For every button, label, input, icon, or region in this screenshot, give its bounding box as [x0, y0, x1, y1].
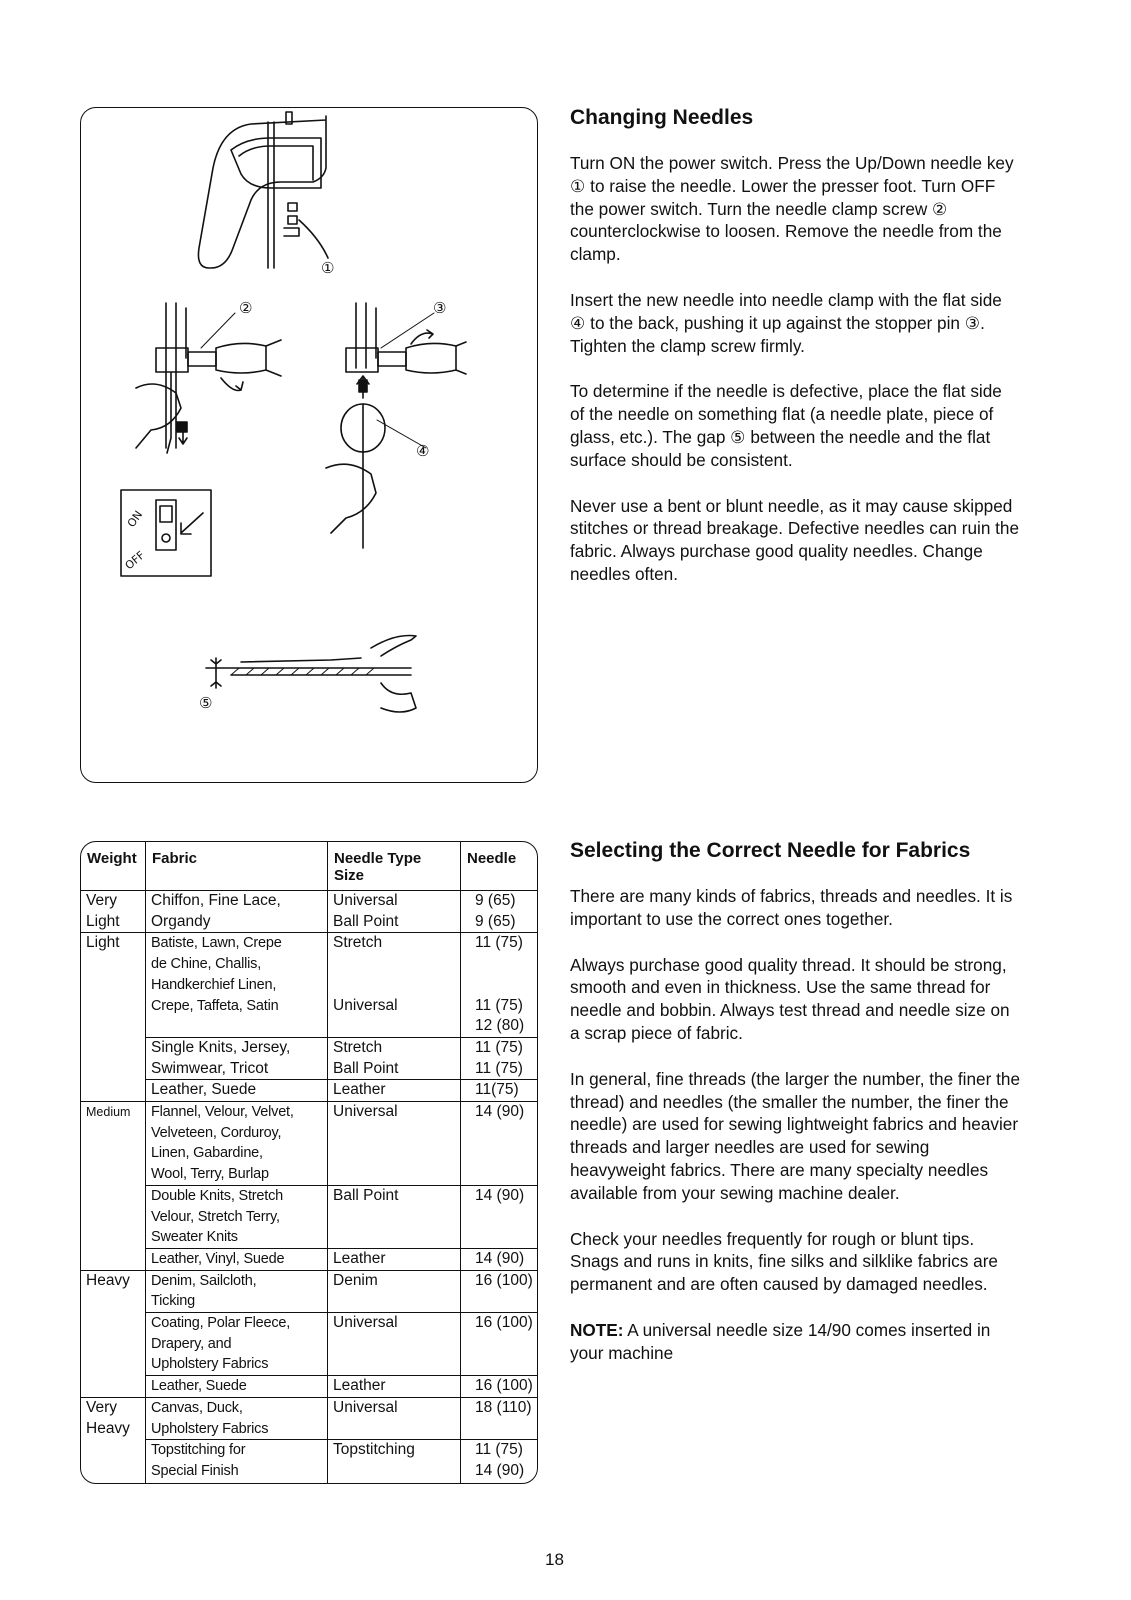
table-row: [81, 891, 537, 912]
cell-needle-size: [461, 1207, 538, 1228]
cell-needle-type: [328, 1123, 461, 1144]
cell-needle-type: [328, 1334, 461, 1355]
table-row: [81, 1016, 537, 1037]
cell-needle-type: [328, 1354, 461, 1375]
cell-weight: [81, 1080, 146, 1102]
table-row: [81, 1354, 537, 1375]
table-row: [81, 1164, 537, 1185]
table-row: [81, 1185, 537, 1206]
cell-weight: Light: [81, 912, 146, 933]
cell-needle-size: 16 (100): [475, 1314, 533, 1332]
table-row: [81, 912, 537, 933]
cell-needle-type: [328, 1419, 461, 1440]
cell-needle-type: Leather: [328, 1376, 461, 1398]
cell-fabric: Flannel, Velour, Velvet,: [146, 1102, 328, 1123]
switch-on-label: ON: [124, 508, 146, 530]
table-row: [81, 1461, 537, 1484]
table-row: [81, 1207, 537, 1228]
cell-needle-size: [461, 1227, 538, 1248]
cell-needle-type: Universal: [328, 1102, 461, 1123]
cell-needle-size: 11 (75): [475, 1038, 523, 1056]
changing-needles-paragraph-2: Insert the new needle into needle clamp with the flat side ④ to the back, pushing it up against the stopper pin ③. Tighten the clamp screw firmly.: [570, 289, 1002, 356]
selecting-needle-title: Selecting the Correct Needle for Fabrics: [570, 839, 971, 862]
cell-needle-size: [461, 1419, 538, 1440]
table-row: [81, 1037, 537, 1058]
cell-needle-size: 9 (65): [475, 892, 516, 909]
table-row: [81, 1376, 537, 1398]
cell-weight: [81, 1059, 146, 1080]
cell-fabric: Drapery, and: [146, 1334, 328, 1355]
changing-needles-paragraph-4: Never use a bent or blunt needle, as it may cause skipped stitches or thread breakage. Defective needles can ruin the fabric. Always purchase good quality needles. Change needles often.: [570, 495, 1020, 584]
table-row: [81, 933, 537, 954]
cell-fabric: Upholstery Fabrics: [146, 1354, 328, 1375]
cell-weight: [81, 1313, 146, 1334]
table-row: [81, 1419, 537, 1440]
cell-fabric: de Chine, Challis,: [146, 954, 328, 975]
needle-change-illustration: [81, 108, 539, 784]
cell-weight: [81, 954, 146, 975]
callout-4: ④: [416, 442, 430, 460]
selecting-needle-paragraph-4: Check your needles frequently for rough or blunt tips. Snags and runs in knits, fine silks and silklike fabrics are permanent and are often caused by damaged needles.: [570, 1228, 998, 1295]
cell-needle-size: 11 (75): [475, 1441, 523, 1459]
table-row: [81, 1059, 537, 1080]
cell-needle-size: [461, 1143, 538, 1164]
cell-fabric: Handkerchief Linen,: [146, 975, 328, 996]
header-size-text: Size: [334, 867, 365, 884]
selecting-needle-paragraph-3: In general, fine threads (the larger the number, the finer the thread) and needles (the smaller the number, the finer the needle) are used for sewing lightweight fabrics and heavier threads and larger needles are used for sewing heavyweight fabrics. There are many specialty needles available from your sewing machine dealer.: [570, 1068, 1021, 1203]
cell-needle-type: Universal: [328, 996, 461, 1017]
cell-weight: [81, 1207, 146, 1228]
cell-fabric: Coating, Polar Fleece,: [146, 1313, 328, 1334]
table-row: [81, 1080, 537, 1102]
cell-needle-size: 14 (90): [475, 1186, 525, 1204]
cell-needle-size: [461, 1354, 538, 1375]
cell-needle-type: [328, 1143, 461, 1164]
cell-fabric: Single Knits, Jersey,: [146, 1037, 328, 1058]
table-row: [81, 1291, 537, 1312]
cell-needle-type: Topstitching: [328, 1440, 461, 1461]
cell-fabric: Wool, Terry, Burlap: [146, 1164, 328, 1185]
table-row: [81, 954, 537, 975]
cell-needle-size: 11(75): [461, 1080, 538, 1102]
changing-needles-paragraph-1: Turn ON the power switch. Press the Up/Down needle key ① to raise the needle. Lower the presser foot. Turn OFF the power switch. Turn the needle clamp screw ② counterclockwise to loosen. Remove the needle from the clamp.: [570, 153, 1014, 265]
cell-needle-size: 9 (65): [461, 912, 538, 933]
cell-needle-type: Ball Point: [328, 912, 461, 933]
cell-weight: [81, 1376, 146, 1398]
cell-fabric: Velveteen, Corduroy,: [146, 1123, 328, 1144]
cell-fabric: Canvas, Duck,: [146, 1397, 328, 1418]
header-needle: Needle: [461, 842, 538, 891]
selecting-needle-paragraph-2: Always purchase good quality thread. It should be strong, smooth and even in thickness. Use the same thread for needle and bobbin. Always test thread and needle size on a scrap piece of fabric.: [570, 954, 1010, 1043]
cell-needle-type: Stretch: [328, 1037, 461, 1058]
cell-weight: Medium: [81, 1102, 146, 1123]
cell-weight: [81, 1291, 146, 1312]
note-label: NOTE:: [570, 1319, 624, 1340]
cell-needle-type: Leather: [328, 1248, 461, 1270]
cell-needle-type: [328, 1227, 461, 1248]
cell-fabric: Leather, Suede: [146, 1376, 328, 1398]
cell-fabric: Special Finish: [146, 1461, 328, 1484]
cell-needle-type: [328, 1016, 461, 1037]
cell-needle-size: [461, 1334, 538, 1355]
cell-fabric: Denim, Sailcloth,: [146, 1270, 328, 1291]
header-fabric: Fabric: [146, 842, 328, 891]
table-row: [81, 1334, 537, 1355]
cell-needle-type: Universal: [328, 891, 461, 912]
cell-needle-size: [461, 975, 538, 996]
changing-needles-section: [570, 106, 1020, 609]
note-paragraph: [570, 1319, 1020, 1365]
cell-fabric: Chiffon, Fine Lace,: [146, 891, 328, 912]
cell-fabric: Organdy: [146, 912, 328, 933]
cell-weight: [81, 1354, 146, 1375]
cell-weight: [81, 1037, 146, 1058]
page-number: 18: [545, 1550, 564, 1569]
table-row: [81, 1227, 537, 1248]
cell-weight: [81, 1334, 146, 1355]
header-needle-type-text: Needle Type: [334, 850, 422, 867]
needle-clamp-tighten-drawing: [326, 303, 466, 548]
callout-2: ②: [239, 299, 253, 317]
changing-needles-title: Changing Needles: [570, 106, 754, 129]
header-needle-type: [328, 842, 461, 891]
cell-weight: [81, 1123, 146, 1144]
cell-needle-type: Ball Point: [328, 1059, 461, 1080]
table-row: [81, 1102, 537, 1123]
cell-fabric: Batiste, Lawn, Crepe: [146, 933, 328, 954]
cell-weight: [81, 1143, 146, 1164]
cell-fabric: Leather, Suede: [146, 1080, 328, 1102]
table-row: [81, 1123, 537, 1144]
cell-weight: [81, 1185, 146, 1206]
cell-needle-type: Ball Point: [328, 1185, 461, 1206]
cell-needle-size: 16 (100): [475, 1271, 533, 1289]
cell-fabric: Leather, Vinyl, Suede: [146, 1248, 328, 1270]
needle-fabric-table-panel: [80, 841, 538, 1484]
switch-off-label: OFF: [122, 548, 148, 573]
cell-weight: Heavy: [81, 1270, 146, 1291]
cell-needle-type: [328, 975, 461, 996]
table-row: [81, 1440, 537, 1461]
selecting-needle-section: [570, 839, 1020, 1388]
needle-clamp-loosen-drawing: [136, 303, 281, 453]
needle-illustration-panel: [80, 107, 538, 783]
cell-needle-size: 18 (110): [475, 1398, 532, 1416]
cell-needle-type: Universal: [328, 1397, 461, 1418]
cell-needle-type: [328, 1207, 461, 1228]
cell-fabric: Ticking: [146, 1291, 328, 1312]
cell-needle-type: Stretch: [328, 933, 461, 954]
cell-weight: [81, 1016, 146, 1037]
cell-needle-size: 12 (80): [461, 1016, 538, 1037]
cell-fabric: Topstitching for: [146, 1440, 328, 1461]
cell-needle-size: 14 (90): [461, 1248, 538, 1270]
cell-weight: Light: [81, 933, 146, 954]
needle-flatness-check-drawing: [206, 636, 416, 713]
cell-weight: [81, 1461, 146, 1484]
cell-fabric: Double Knits, Stretch: [146, 1185, 328, 1206]
cell-weight: Very: [81, 891, 146, 912]
cell-fabric: Sweater Knits: [146, 1227, 328, 1248]
cell-needle-type: [328, 1164, 461, 1185]
cell-fabric: Swimwear, Tricot: [146, 1059, 328, 1080]
cell-needle-size: 11 (75): [475, 996, 523, 1014]
cell-weight: [81, 1440, 146, 1461]
cell-weight: [81, 1164, 146, 1185]
table-row: [81, 1313, 537, 1334]
callout-1: ①: [321, 259, 335, 277]
table-row: [81, 1143, 537, 1164]
cell-needle-size: [461, 1291, 538, 1312]
needle-fabric-table: [81, 842, 537, 1484]
cell-needle-type: Universal: [328, 1313, 461, 1334]
cell-fabric: Linen, Gabardine,: [146, 1143, 328, 1164]
cell-needle-type: [328, 1461, 461, 1484]
cell-weight: [81, 996, 146, 1017]
callout-5: ⑤: [199, 694, 213, 712]
note-text: A universal needle size 14/90 comes inserted in your machine: [570, 1319, 991, 1363]
callout-3: ③: [433, 299, 447, 317]
changing-needles-paragraph-3: To determine if the needle is defective, place the flat side of the needle on something flat (a needle plate, piece of glass, etc.). The gap ⑤ between the needle and the flat surface should be consistent.: [570, 381, 1002, 470]
selecting-needle-paragraph-1: There are many kinds of fabrics, threads and needles. It is important to use the correct ones together.: [570, 886, 1013, 929]
cell-needle-size: [461, 1123, 538, 1144]
cell-fabric: Upholstery Fabrics: [146, 1419, 328, 1440]
header-weight: Weight: [81, 842, 146, 891]
table-row: [81, 996, 537, 1017]
cell-needle-type: [328, 1291, 461, 1312]
cell-weight: [81, 1248, 146, 1270]
cell-needle-size: 11 (75): [475, 934, 523, 952]
cell-needle-size: 14 (90): [475, 1103, 525, 1121]
cell-needle-size: [461, 1164, 538, 1185]
cell-needle-type: Denim: [328, 1270, 461, 1291]
sewing-machine-head-drawing: [198, 112, 328, 268]
cell-fabric: [146, 1016, 328, 1037]
cell-weight: Heavy: [81, 1419, 146, 1440]
cell-weight: [81, 975, 146, 996]
table-row: [81, 1270, 537, 1291]
cell-needle-size: 14 (90): [475, 1461, 525, 1479]
table-row: [81, 975, 537, 996]
cell-fabric: Velour, Stretch Terry,: [146, 1207, 328, 1228]
cell-needle-size: [461, 954, 538, 975]
cell-weight: [81, 1227, 146, 1248]
cell-needle-type: [328, 954, 461, 975]
cell-needle-type: Leather: [328, 1080, 461, 1102]
cell-needle-size: 16 (100): [461, 1376, 538, 1398]
cell-fabric: Crepe, Taffeta, Satin: [146, 996, 328, 1017]
cell-weight: Very: [81, 1397, 146, 1418]
table-row: [81, 1397, 537, 1418]
table-row: [81, 1248, 537, 1270]
cell-needle-size: 11 (75): [461, 1059, 538, 1080]
